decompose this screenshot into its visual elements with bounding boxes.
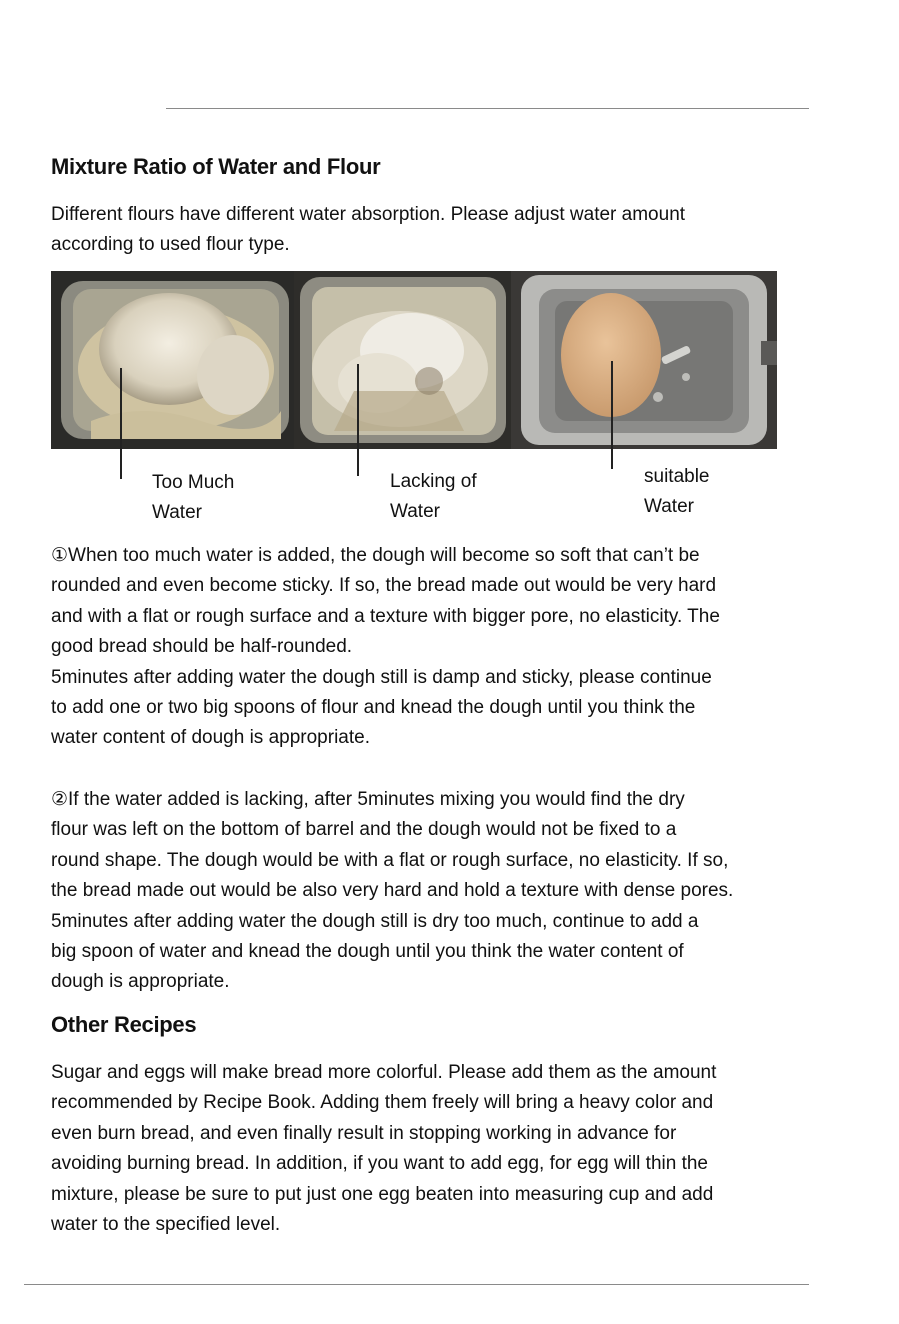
paragraph-too-much-water: ①When too much water is added, the dough will become so soft that can’t be rounded and even become sticky. If so, the bread made out would be very hard and with a flat or rough surface and a texture with bigger pore, no elasticity. The good bread should be half-rounded. 5minutes after adding water the dough still is damp and sticky, please continue to add one or two big spoons of flour and knead the dough until you think the water content of dough is appropriate. [51, 545, 720, 749]
bottom-divider [24, 1284, 809, 1285]
pointer-line-lacking [357, 364, 359, 476]
label-too-much-water: Too Much Water [152, 472, 235, 523]
paragraph-other-recipes: Sugar and eggs will make bread more colorful. Please add them as the amount recommended by Recipe Book. Adding them freely will bring a heavy color and even burn bread, and even finally result in stopping working in advance for avoiding burning bread. In addition, if you want to add egg, for egg will thin the mixture, please be sure to put just one egg beaten into measuring cup and add water to the specified level. [51, 1062, 717, 1236]
paragraph-lacking-water: ②If the water added is lacking, after 5minutes mixing you would find the dry flour was left on the bottom of barrel and the dough would not be fixed to a round shape. The dough would be with a flat or rough surface, no elasticity. If so, the bread made out would be also very hard and hold a texture with dense pores. 5minutes after adding water the dough still is dry too much, continue to add a big spoon of water and knead the dough until you think the water content of dough is appropriate. [51, 789, 734, 993]
section-title-other-recipes: Other Recipes [51, 1012, 197, 1037]
dough-suitable-water-photo [511, 271, 777, 449]
section-title-mixture-ratio: Mixture Ratio of Water and Flour [51, 154, 381, 179]
intro-paragraph: Different flours have different water absorption. Please adjust water amount according to used flour type. [51, 204, 686, 256]
top-divider [166, 108, 809, 109]
pointer-line-suitable [611, 361, 613, 469]
pointer-line-too-much [120, 368, 122, 479]
dough-lacking-water-photo [294, 271, 511, 449]
label-lacking-of-water: Lacking of Water [390, 471, 477, 522]
label-suitable-water: suitable Water [644, 466, 710, 517]
dough-too-much-water-photo [51, 271, 294, 449]
